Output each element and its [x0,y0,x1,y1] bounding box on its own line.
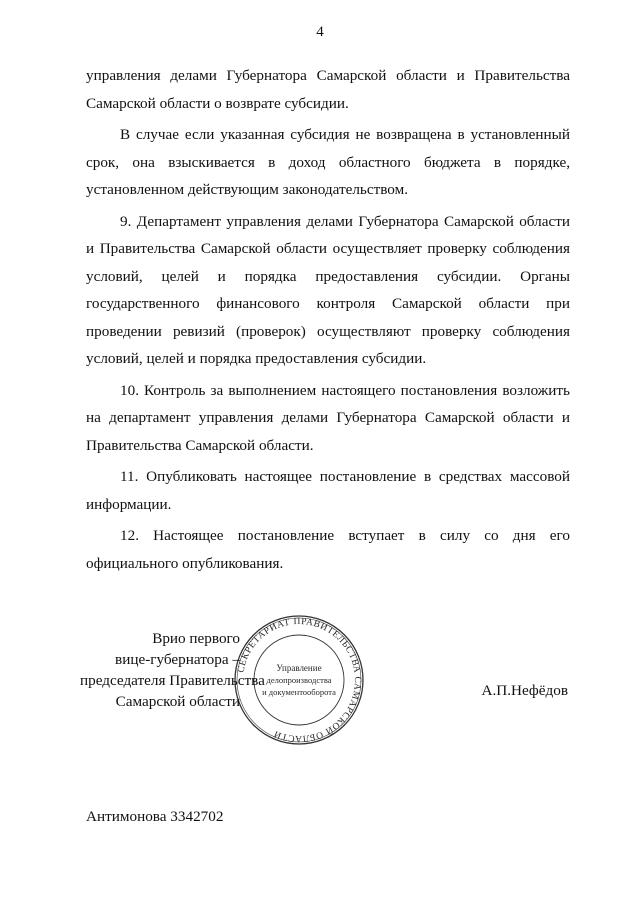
paragraph-item-12: 12. Настоящее постановление вступает в силу со дня его официального опубликования. [86,527,570,572]
paragraph-continuation: управления делами Губернатора Самарской области и Правительства Самарской области о возврате субсидии. [86,67,570,112]
page-number: 4 [316,24,324,40]
seal-center-line-3: и документооборота [262,687,336,697]
signature-line-4: Самарской области [115,693,240,710]
signature-line-1: Врио первого [152,630,240,647]
signer-name: А.П.Нефёдов [481,682,568,699]
paragraph-item-9: 9. Департамент управления делами Губернатора Самарской области и Правительства Самарской области осуществляет проверку соблюдения условий, целей и порядка предоставления субсидии. Органы государственного финансового контроля Самарской области при проведении ревизий (проверок) осуществляют проверку соблюдения условий, целей и порядка предоставления субсидии. [86,212,570,367]
paragraph-item-10: 10. Контроль за выполнением настоящего постановления возложить на департамент управления делами Губернатора Самарской области и Правительства Самарской области. [86,381,570,454]
seal-center-line-1: Управление [276,663,322,673]
executor-contact: Антимонова 3342702 [86,808,224,825]
document-body [86,62,570,581]
paragraph-subsidy-return: В случае если указанная субсидия не возвращена в установленный срок, она взыскивается в доход областного бюджета в порядке, установленном действующим законодательством. [86,126,570,198]
seal-ring-text: СЕКРЕТАРИАТ ПРАВИТЕЛЬСТВА САМАРСКОЙ ОБЛАСТИ [236,616,363,744]
seal-center-line-2: делопроизводства [266,675,332,685]
paragraph-item-11: 11. Опубликовать настоящее постановление в средствах массовой информации. [86,468,570,513]
signature-line-3: председателя Правительства [80,672,265,689]
signature-position [80,628,265,712]
signature-line-2: вице-губернатора – [115,651,240,668]
